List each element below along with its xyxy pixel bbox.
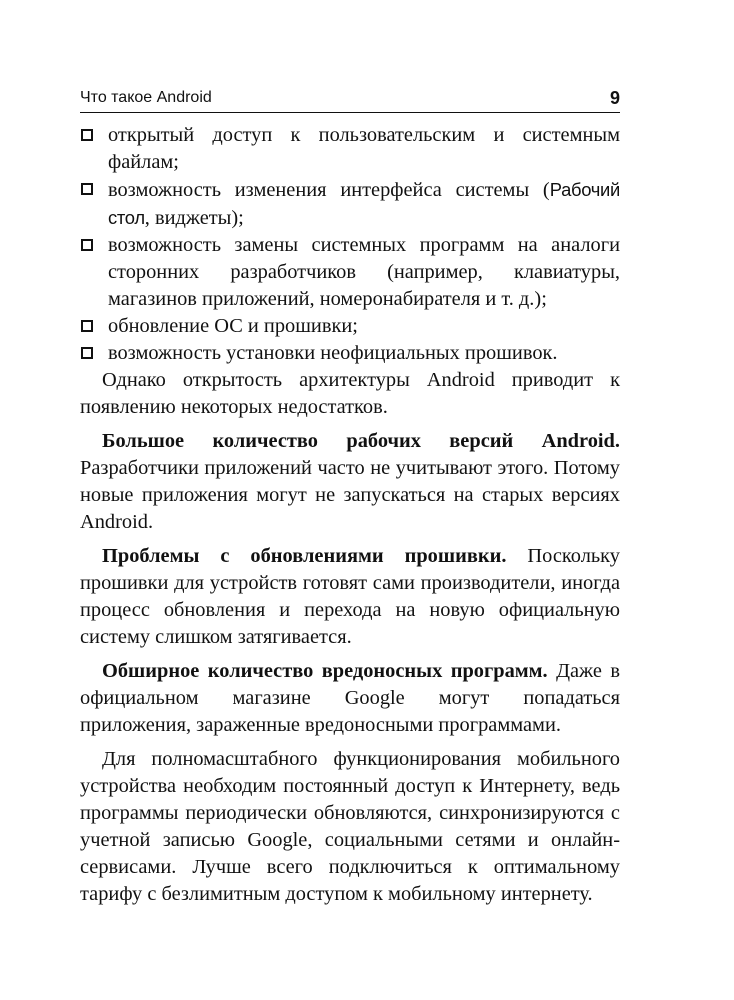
list-item [80, 340, 620, 367]
page-body [80, 122, 620, 908]
list-item [80, 176, 620, 232]
checkbox-bullet-icon [81, 129, 93, 141]
paragraph-lead: Обширное количество вредоносных программ. [102, 660, 548, 682]
paragraph-versions [80, 428, 620, 536]
list-item-text: возможность установки неофициальных прошивок. [108, 342, 558, 364]
running-title: Что такое Android [80, 89, 212, 106]
list-item-text: открытый доступ к пользовательским и системным файлам; [108, 124, 620, 173]
list-item [80, 232, 620, 313]
paragraph-internet: Для полномасштабного функционирования мобильного устройства необходим постоянный доступ к Интернету, ведь программы периодически обновляются, синхронизируются с учетной записью Google, социальными сетями и онлайн-сервисами. Лучше всего подключиться к оптимальному тарифу с безлимитным доступом к мобильному интернету. [80, 748, 620, 905]
list-item-text-before: возможность изменения интерфейса системы ( [108, 179, 550, 201]
paragraph-intro: Однако открытость архитектуры Android приводит к появлению некоторых недостатков. [80, 369, 620, 418]
paragraph-text: Поскольку прошивки для устройств готовят сами производители, иногда процесс обновления и перехода на новую официальную систему слишком затягивается. [80, 545, 620, 648]
checkbox-bullet-icon [81, 239, 93, 251]
page-number: 9 [609, 88, 620, 108]
feature-list [80, 122, 620, 367]
paragraph-lead: Большое количество рабочих версий Android. [102, 430, 620, 452]
paragraph-lead: Проблемы с обновлениями прошивки. [102, 545, 507, 567]
checkbox-bullet-icon [81, 347, 93, 359]
paragraph-text: Даже в официальном магазине Google могут попадаться приложения, зараженные вредоносными программами. [80, 660, 620, 736]
list-item-text: обновление ОС и прошивки; [108, 315, 358, 337]
checkbox-bullet-icon [81, 183, 93, 195]
list-item-text: возможность замены системных программ на аналоги сторонних разработчиков (например, клавиатуры, магазинов приложений, номеронабирателя и т. д.); [108, 234, 620, 310]
paragraph-text: Разработчики приложений часто не учитывают этого. Потому новые приложения могут не запускаться на старых версиях Android. [80, 457, 620, 533]
running-header [80, 84, 620, 113]
list-item [80, 122, 620, 176]
paragraph-malware [80, 658, 620, 739]
ui-term-desktop: Рабочий стол [108, 179, 620, 228]
paragraph-firmware [80, 543, 620, 651]
list-item-text-after: , виджеты); [144, 207, 244, 229]
checkbox-bullet-icon [81, 320, 93, 332]
list-item [80, 313, 620, 340]
